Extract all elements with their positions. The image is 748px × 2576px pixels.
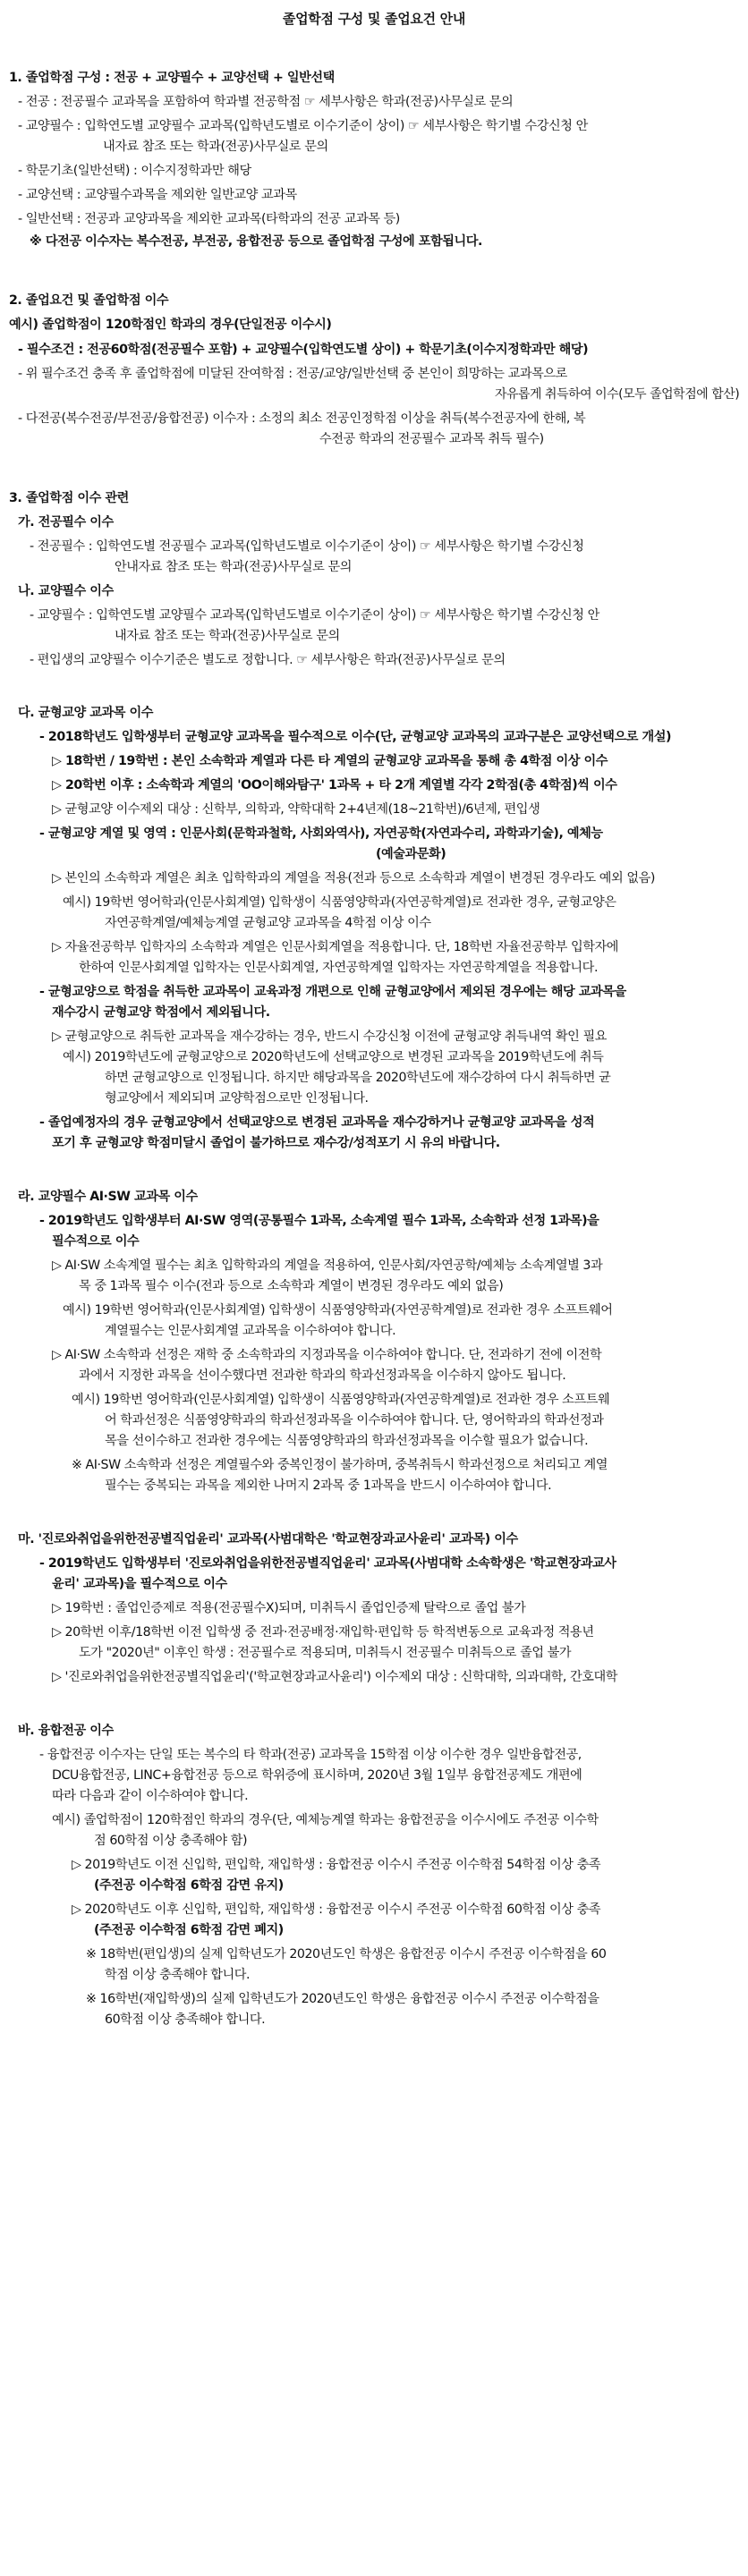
text-line: 재수강시 균형교양 학점에서 제외됩니다. — [52, 1005, 270, 1020]
text-line: 계열필수는 인문사회계열 교과목을 이수하여야 합니다. — [105, 1324, 396, 1338]
text-line: - 졸업예정자의 경우 균형교양에서 선택교양으로 변경된 교과목을 재수강하거나 균형교양 교과목을 성적 — [39, 1115, 595, 1130]
text-line: 예시) 졸업학점이 120학점인 학과의 경우(단, 예체능계열 학과는 융합전공을 이수시에도 주전공 이수학 — [52, 1813, 599, 1827]
text-line: 자연공학계열/예체능계열 균형교양 교과목을 4학점 이상 이수 — [105, 916, 431, 930]
text-line: 과에서 지정한 과목을 선이수했다면 전과한 학과의 학과선정과목을 이수하지 않아도 됩니다. — [79, 1368, 566, 1383]
text-line: - 2019학년도 입학생부터 '진로와취업을위한전공별직업윤리' 교과목(사범대학 소속학생은 '학교현장과교사 — [39, 1556, 616, 1571]
text-line: ▷ AI·SW 소속계열 필수는 최초 입학학과의 계열을 적용하여, 인문사회/자연공학/예체능 소속계열별 3과 — [52, 1258, 603, 1273]
text-line: - 균형교양으로 학점을 취득한 교과목이 교육과정 개편으로 인해 균형교양에서 제외된 경우에는 해당 교과목을 — [39, 985, 626, 999]
text-line: ▷ 균형교양으로 취득한 교과목을 재수강하는 경우, 반드시 수강신청 이전에 균형교양 취득내역 확인 필요 — [52, 1030, 607, 1044]
text-line: 1. 졸업학점 구성 : 전공 + 교양필수 + 교양선택 + 일반선택 — [9, 71, 335, 85]
text-line: - 필수조건 : 전공60학점(전공필수 포함) + 교양필수(입학연도별 상이) + 학문기초(이수지정학과만 해당) — [18, 343, 589, 357]
text-line: ▷ 19학번 : 졸업인증제로 적용(전공필수X)되며, 미취득시 졸업인증제 탈락으로 졸업 불가 — [52, 1601, 526, 1615]
text-line: ▷ AI·SW 소속학과 선정은 재학 중 소속학과의 지정과목을 이수하여야 합니다. 단, 전과하기 전에 이전학 — [52, 1348, 602, 1362]
text-line: ※ 18학번(편입생)의 실제 입학년도가 2020년도인 학생은 융합전공 이수시 주전공 이수학점을 60 — [86, 1947, 607, 1962]
text-line: ▷ 균형교양 이수제외 대상 : 신학부, 의학과, 약학대학 2+4년제(18~21학번)/6년제, 편입생 — [52, 802, 540, 817]
text-line: - 편입생의 교양필수 이수기준은 별도로 정합니다. ☞ 세부사항은 학과(전공)사무실로 문의 — [30, 653, 506, 667]
text-line: 윤리' 교과목)을 필수적으로 이수 — [52, 1577, 227, 1591]
text-line: 라. 교양필수 AI·SW 교과목 이수 — [18, 1190, 198, 1204]
text-line: ▷ 18학번 / 19학번 : 본인 소속학과 계열과 다른 타 계열의 균형교양 교과목을 통해 총 4학점 이상 이수 — [52, 754, 608, 768]
text-line: 하면 균형교양으로 인정됩니다. 하지만 해당과목을 2020학년도에 재수강하여 다시 취득하면 균 — [105, 1071, 611, 1085]
text-line: 점 60학점 이상 충족해야 함) — [94, 1834, 248, 1848]
text-line: 예시) 19학번 영어학과(인문사회계열) 입학생이 식품영양학과(자연공학계열)로 전과한 경우 소프트웨어 — [63, 1303, 613, 1318]
text-line: 다. 균형교양 교과목 이수 — [18, 706, 153, 720]
text-line: (주전공 이수학점 6학점 감면 유지) — [94, 1878, 284, 1893]
text-line: (주전공 이수학점 6학점 감면 폐지) — [94, 1923, 284, 1937]
text-line: (예술과문화) — [376, 847, 446, 861]
text-line: 도가 "2020년" 이후인 학생 : 전공필수로 적용되며, 미취득시 전공필수 미취득으로 졸업 불가 — [79, 1646, 572, 1660]
text-line: 60학점 이상 충족해야 합니다. — [105, 2012, 266, 2027]
text-line: ▷ 본인의 소속학과 계열은 최초 입학학과의 계열을 적용(전과 등으로 소속학과 계열이 변경된 경우라도 예외 없음) — [52, 871, 655, 886]
text-line: - 학문기초(일반선택) : 이수지정학과만 해당 — [18, 164, 251, 178]
text-line: - 융합전공 이수자는 단일 또는 복수의 타 학과(전공) 교과목을 15학점 이상 이수한 경우 일반융합전공, — [39, 1748, 582, 1762]
text-line: 예시) 졸업학점이 120학점인 학과의 경우(단일전공 이수시) — [9, 318, 332, 332]
text-line: DCU융합전공, LINC+융합전공 등으로 학위증에 표시하며, 2020년 3월 1일부 융합전공제도 개편에 — [52, 1768, 582, 1783]
text-line: 학점 이상 충족해야 합니다. — [105, 1968, 251, 1982]
text-line: 3. 졸업학점 이수 관련 — [9, 491, 129, 505]
text-line: 자유롭게 취득하여 이수(모두 졸업학점에 합산) — [495, 387, 740, 402]
text-line: - 교양선택 : 교양필수과목을 제외한 일반교양 교과목 — [18, 188, 297, 202]
text-line: 어 학과선정은 식품영양학과의 학과선정과목을 이수하여야 합니다. 단, 영어학과의 학과선정과 — [105, 1413, 604, 1428]
text-line: 예시) 2019학년도에 균형교양으로 2020학년도에 선택교양으로 변경된 교과목을 2019학년도에 취득 — [63, 1050, 604, 1064]
text-line: 필수적으로 이수 — [52, 1234, 140, 1249]
text-line: - 2018학년도 입학생부터 균형교양 교과목을 필수적으로 이수(단, 균형교양 교과목의 교과구분은 교양선택으로 개설) — [39, 730, 671, 744]
text-line: ※ AI·SW 소속학과 선정은 계열필수와 중복인정이 불가하며, 중복취득시 학과선정으로 처리되고 계열 — [72, 1458, 608, 1472]
text-line: 목 중 1과목 필수 이수(전과 등으로 소속학과 계열이 변경된 경우라도 예외 없음) — [79, 1279, 504, 1293]
text-line: 수전공 학과의 전공필수 교과목 취득 필수) — [319, 432, 544, 446]
text-line: ▷ 20학번 이후 : 소속학과 계열의 'OO이해와탐구' 1과목 + 타 2개 계열별 각각 2학점(총 4학점)씩 이수 — [52, 778, 617, 792]
text-line: ※ 다전공 이수자는 복수전공, 부전공, 융합전공 등으로 졸업학점 구성에 포함됩니다. — [30, 234, 482, 249]
text-line: - 다전공(복수전공/부전공/융합전공) 이수자 : 소정의 최소 전공인정학점 이상을 취득(복수전공자에 한해, 복 — [18, 411, 586, 426]
text-line: - 교양필수 : 입학연도별 교양필수 교과목(입학년도별로 이수기준이 상이) ☞ 세부사항은 학기별 수강신청 안 — [30, 608, 599, 623]
text-line: 내자료 참조 또는 학과(전공)사무실로 문의 — [115, 629, 340, 643]
text-line: 내자료 참조 또는 학과(전공)사무실로 문의 — [103, 140, 328, 154]
text-line: 목을 선이수하고 전과한 경우에는 식품영양학과의 학과선정과목을 이수할 필요가 없습니다. — [105, 1434, 589, 1448]
text-line: ▷ 2020학년도 이후 신입학, 편입학, 재입학생 : 융합전공 이수시 주전공 이수학점 60학점 이상 충족 — [72, 1902, 601, 1917]
text-line: 안내자료 참조 또는 학과(전공)사무실로 문의 — [115, 560, 353, 574]
text-line: 포기 후 균형교양 학점미달시 졸업이 불가하므로 재수강/성적포기 시 유의 바랍니다. — [52, 1136, 500, 1150]
text-line: 바. 융합전공 이수 — [18, 1724, 114, 1738]
text-line: 형교양에서 제외되며 교양학점으로만 인정됩니다. — [105, 1091, 369, 1106]
text-line: ▷ 2019학년도 이전 신입학, 편입학, 재입학생 : 융합전공 이수시 주전공 이수학점 54학점 이상 충족 — [72, 1858, 601, 1872]
text-line: 나. 교양필수 이수 — [18, 584, 114, 598]
text-line: ▷ '진로와취업을위한전공별직업윤리'('학교현장과교사윤리') 이수제외 대상 : 신학대학, 의과대학, 간호대학 — [52, 1670, 618, 1684]
text-line: ▷ 자율전공학부 입학자의 소속학과 계열은 인문사회계열을 적용합니다. 단, 18학번 자율전공학부 입학자에 — [52, 940, 619, 954]
text-line: 한하여 인문사회계열 입학자는 인문사회계열, 자연공학계열 입학자는 자연공학계열을 적용합니다. — [79, 961, 599, 975]
page-title: 졸업학점 구성 및 졸업요건 안내 — [282, 11, 466, 27]
text-line: - 2019학년도 입학생부터 AI·SW 영역(공통필수 1과목, 소속계열 필수 1과목, 소속학과 선정 1과목)을 — [39, 1214, 599, 1228]
text-line: ※ 16학번(재입학생)의 실제 입학년도가 2020년도인 학생은 융합전공 이수시 주전공 이수학점을 — [86, 1992, 599, 2006]
text-line: 마. '진로와취업을위한전공별직업윤리' 교과목(사범대학은 '학교현장과교사윤리' 교과목) 이수 — [18, 1532, 518, 1546]
text-line: 예시) 19학번 영어학과(인문사회계열) 입학생이 식품영양학과(자연공학계열)로 전과한 경우 소프트웨 — [72, 1393, 610, 1407]
text-line: 필수는 중복되는 과목을 제외한 나머지 2과목 중 1과목을 반드시 이수하여야 합니다. — [105, 1479, 552, 1493]
text-line: 따라 다음과 같이 이수하여야 합니다. — [52, 1789, 249, 1803]
text-line: 2. 졸업요건 및 졸업학점 이수 — [9, 293, 169, 308]
text-line: - 전공필수 : 입학연도별 전공필수 교과목(입학년도별로 이수기준이 상이) ☞ 세부사항은 학기별 수강신청 — [30, 539, 584, 554]
text-line: - 일반선택 : 전공과 교양과목을 제외한 교과목(타학과의 전공 교과목 등) — [18, 212, 400, 226]
text-line: ▷ 20학번 이후/18학번 이전 입학생 중 전과·전공배정·재입학·편입학 등 학적변동으로 교육과정 적용년 — [52, 1625, 594, 1640]
text-line: - 교양필수 : 입학연도별 교양필수 교과목(입학년도별로 이수기준이 상이) ☞ 세부사항은 학기별 수강신청 안 — [18, 119, 588, 133]
text-line: - 균형교양 계열 및 영역 : 인문사회(문학과철학, 사회와역사), 자연공학(자연과수리, 과학과기술), 예체능 — [39, 826, 603, 841]
text-line: 가. 전공필수 이수 — [18, 515, 114, 530]
text-line: - 위 필수조건 충족 후 졸업학점에 미달된 잔여학점 : 전공/교양/일반선택 중 본인이 희망하는 교과목으로 — [18, 367, 567, 381]
text-line: 예시) 19학번 영어학과(인문사회계열) 입학생이 식품영양학과(자연공학계열)로 전과한 경우, 균형교양은 — [63, 895, 616, 910]
text-line: - 전공 : 전공필수 교과목을 포함하여 학과별 전공학점 ☞ 세부사항은 학과(전공)사무실로 문의 — [18, 95, 514, 109]
